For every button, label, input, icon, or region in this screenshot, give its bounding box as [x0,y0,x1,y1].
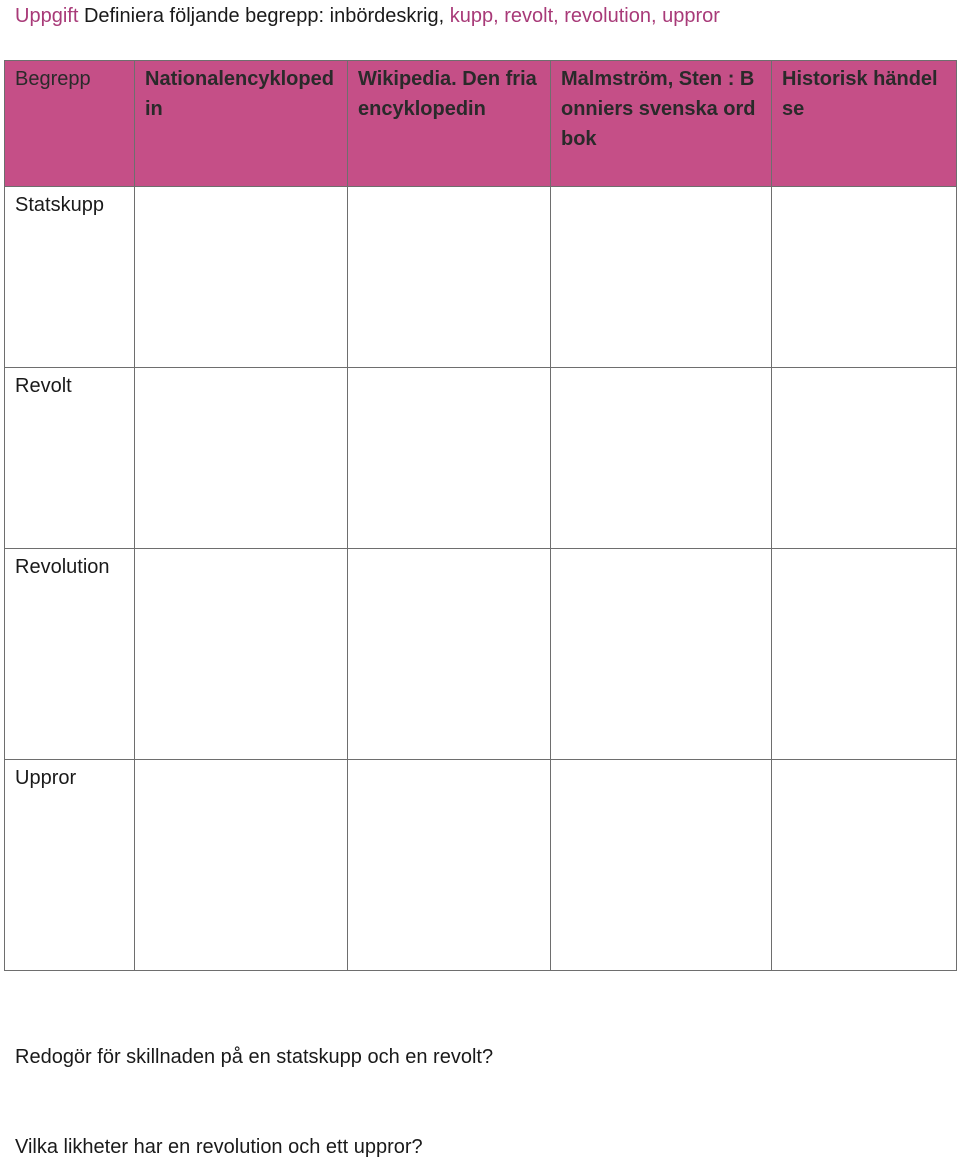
answer-cell[interactable] [348,368,551,549]
question-similarities: Vilka likheter har en revolution och ett uppror? [15,1136,423,1158]
answer-cell[interactable] [772,368,957,549]
answer-cell[interactable] [348,187,551,368]
task-terms: kupp, revolt, revolution, uppror [449,5,720,27]
answer-cell[interactable] [551,187,772,368]
answer-cell[interactable] [772,187,957,368]
table-row [5,549,957,760]
answer-cell[interactable] [348,760,551,971]
header-begrepp: Begrepp [5,61,135,187]
answer-cell[interactable] [348,549,551,760]
table-row [5,368,957,549]
answer-cell[interactable] [551,549,772,760]
answer-cell[interactable] [135,760,348,971]
answer-cell[interactable] [135,368,348,549]
term-cell: Uppror [5,760,135,971]
header-bonniers-ordbok: Malmström, Sten : Bonniers svenska ordbok [551,61,772,187]
task-intro: Definiera följande begrepp: inbördeskrig, [83,5,445,27]
answer-cell[interactable] [135,187,348,368]
answer-cell[interactable] [135,549,348,760]
task-label: Uppgift [15,5,79,27]
table-row [5,760,957,971]
answer-cell[interactable] [551,368,772,549]
task-heading [15,3,720,29]
header-wikipedia: Wikipedia. Den fria encyklopedin [348,61,551,187]
header-nationalencyklopedin: Nationalencyklopedin [135,61,348,187]
header-historisk-handelse: Historisk händelse [772,61,957,187]
answer-cell[interactable] [551,760,772,971]
answer-cell[interactable] [772,760,957,971]
definition-table [4,60,957,971]
term-cell: Revolution [5,549,135,760]
table-header-row [5,61,957,187]
answer-cell[interactable] [772,549,957,760]
term-cell: Revolt [5,368,135,549]
term-cell: Statskupp [5,187,135,368]
question-difference: Redogör för skillnaden på en statskupp och en revolt? [15,1046,494,1068]
table-row [5,187,957,368]
